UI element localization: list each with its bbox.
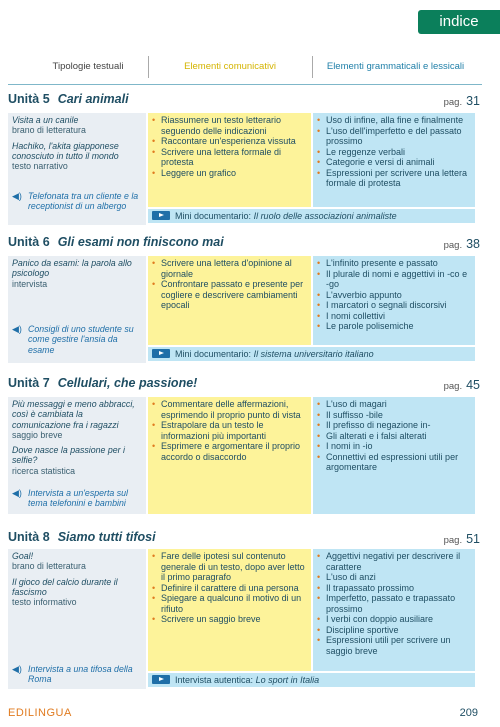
list-item: • Esprimere e argomentare il proprio accordo o disaccordo xyxy=(152,441,308,462)
audio-item: ◀) Consigli di uno studente su come gestire l'ansia da esame xyxy=(12,324,134,355)
unit-page-ref: pag. 31 xyxy=(443,94,480,108)
audio-item: ◀) Intervista a una tifosa della Roma xyxy=(12,664,133,685)
unit-6 xyxy=(0,235,500,365)
list-item: • I nomi collettivi xyxy=(317,311,472,322)
list-item: • Il trapassato prossimo xyxy=(317,583,472,594)
list-item: • Il prefisso di negazione in- xyxy=(317,420,472,431)
unit-page-ref: pag. 51 xyxy=(443,532,480,546)
unit-heading: Unità 8 Siamo tutti tifosi xyxy=(8,530,156,544)
unit-page-ref: pag. 45 xyxy=(443,378,480,392)
text-title: Hachiko, l'akita giapponese conosciuto in tutto il mondo xyxy=(12,140,119,161)
list-item: • Definire il carattere di una persona xyxy=(152,583,308,594)
text-title: Il gioco del calcio durante il fascismo xyxy=(12,576,118,597)
list-item: • Espressioni per scrivere una lettera formale di protesta xyxy=(317,168,472,189)
list-item: • L'uso di magari xyxy=(317,399,472,410)
speaker-icon: ◀) xyxy=(12,488,22,498)
video-bar[interactable]: Mini documentario: Il sistema universitario italiano xyxy=(148,347,475,361)
unit-8 xyxy=(0,530,500,690)
unit-heading: Unità 6 Gli esami non finiscono mai xyxy=(8,235,224,249)
communicative-cell xyxy=(148,549,311,671)
speaker-icon: ◀) xyxy=(12,664,22,674)
column-header-grammar: Elementi grammaticali e lessicali xyxy=(326,61,465,72)
list-item: • Leggere un grafico xyxy=(152,168,308,179)
list-item: • I verbi con doppio ausiliare xyxy=(317,614,472,625)
text-title: Visita a un canile xyxy=(12,115,79,125)
list-item: • Discipline sportive xyxy=(317,625,472,636)
unit-5 xyxy=(0,92,500,227)
unit-heading: Unità 5 Cari animali xyxy=(8,92,129,106)
text-title: Goal! xyxy=(12,551,34,561)
column-header-communicative: Elementi comunicativi xyxy=(184,61,276,72)
text-types-cell xyxy=(8,113,146,225)
text-title: Panico da esami: la parola allo psicologo xyxy=(12,258,132,279)
list-item: • Imperfetto, passato e trapassato prossimo xyxy=(317,593,472,614)
communicative-cell xyxy=(148,256,311,345)
speaker-icon: ◀) xyxy=(12,191,22,201)
text-title: Dove nasce la passione per i selfie? xyxy=(12,445,125,466)
list-item: • L'uso di anzi xyxy=(317,572,472,583)
list-item: • Raccontare un'esperienza vissuta xyxy=(152,136,308,147)
text-title: Più messaggi e meno abbracci, così è cambiata la comunicazione fra i ragazzi xyxy=(12,399,135,430)
text-type: testo narrativo xyxy=(12,161,68,172)
grammar-cell xyxy=(313,549,475,671)
publisher-logo: EDILINGUA xyxy=(8,707,72,719)
list-item: • Estrapolare da un testo le informazioni più importanti xyxy=(152,420,308,441)
list-item: • I marcatori o segnali discorsivi xyxy=(317,300,472,311)
list-item: • Categorie e versi di animali xyxy=(317,157,472,168)
video-bar[interactable]: Mini documentario: Il ruolo delle associazioni animaliste xyxy=(148,209,475,223)
communicative-cell xyxy=(148,397,311,514)
audio-item: ◀) Intervista a un'esperta sul tema telefonini e bambini xyxy=(12,488,128,509)
column-headers xyxy=(0,57,500,77)
list-item: • L'uso dell'imperfetto e del passato prossimo xyxy=(317,126,472,147)
communicative-cell xyxy=(148,113,311,207)
unit-7 xyxy=(0,376,500,516)
text-types-cell xyxy=(8,397,146,514)
list-item: • Le parole polisemiche xyxy=(317,321,472,332)
list-item: • Connettivi ed espressioni utili per argomentare xyxy=(317,452,472,473)
grammar-cell xyxy=(313,113,475,207)
text-type: intervista xyxy=(12,278,48,289)
text-type: saggio breve xyxy=(12,429,63,440)
list-item: • I nomi in -io xyxy=(317,441,472,452)
list-item: • Confrontare passato e presente per cogliere e descrivere cambiamenti epocali xyxy=(152,279,308,311)
speaker-icon: ◀) xyxy=(12,324,22,334)
column-divider xyxy=(312,56,313,78)
list-item: • Il suffisso -bile xyxy=(317,410,472,421)
list-item: • Espressioni utili per scrivere un saggio breve xyxy=(317,635,472,656)
list-item: • Uso di infine, alla fine e finalmente xyxy=(317,115,472,126)
list-item: • L'infinito presente e passato xyxy=(317,258,472,269)
text-type: ricerca statistica xyxy=(12,465,76,476)
video-play-icon xyxy=(152,675,170,684)
list-item: • Il plurale di nomi e aggettivi in -co e -go xyxy=(317,269,472,290)
list-item: • Gli alterati e i falsi alterati xyxy=(317,431,472,442)
list-item: • Spiegare a qualcuno il motivo di un rifiuto xyxy=(152,593,308,614)
list-item: • Scrivere un saggio breve xyxy=(152,614,308,625)
list-item: • Fare delle ipotesi sul contenuto generale di un testo, dopo aver letto il primo paragrafo xyxy=(152,551,308,583)
text-type: testo informativo xyxy=(12,597,77,608)
grammar-cell xyxy=(313,256,475,345)
audio-item: ◀) Telefonata tra un cliente e la receptionist di un albergo xyxy=(12,191,139,212)
column-header-text-types: Tipologie testuali xyxy=(52,61,124,72)
text-type: brano di letteratura xyxy=(12,561,86,572)
list-item: • Scrivere una lettera d'opinione al giornale xyxy=(152,258,308,279)
list-item: • Scrivere una lettera formale di protesta xyxy=(152,147,308,168)
text-types-cell xyxy=(8,549,146,689)
list-item: • Aggettivi negativi per descrivere il carattere xyxy=(317,551,472,572)
list-item: • L'avverbio appunto xyxy=(317,290,472,301)
video-play-icon xyxy=(152,349,170,358)
text-type: brano di letteratura xyxy=(12,125,86,136)
header-rule xyxy=(8,84,482,85)
text-types-cell xyxy=(8,256,146,363)
list-item: • Le reggenze verbali xyxy=(317,147,472,158)
video-play-icon xyxy=(152,211,170,220)
column-divider xyxy=(148,56,149,78)
list-item: • Commentare delle affermazioni, esprimendo il proprio punto di vista xyxy=(152,399,308,420)
unit-heading: Unità 7 Cellulari, che passione! xyxy=(8,376,198,390)
page-number: 209 xyxy=(459,707,478,719)
index-tab: indice xyxy=(418,10,500,34)
video-bar[interactable]: Intervista autentica: Lo sport in Italia xyxy=(148,673,475,687)
list-item: • Riassumere un testo letterario seguendo delle indicazioni xyxy=(152,115,308,136)
unit-page-ref: pag. 38 xyxy=(443,237,480,251)
grammar-cell xyxy=(313,397,475,514)
